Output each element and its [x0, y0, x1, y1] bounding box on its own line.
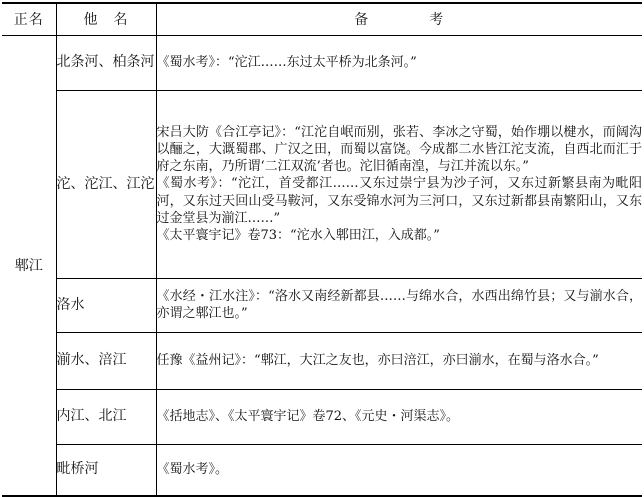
note-paragraph: 《水经・江水注》：“洛水又南经新都县……与绵水合，水西出绵竹县；又与湔水合，亦谓之郫江也。”: [156, 288, 642, 321]
note-paragraph: 《蜀水考》：“沱江，首受都江……又东过崇宁县为沙子河，又东过新繁县南为毗阳河，又东过天回山受马鞍河，又东受锦水河为三河口，又东过新都县南繁阳山，又东过金堂县为湔江……”: [156, 176, 642, 226]
note-paragraph: 《蜀水考》。: [156, 462, 229, 478]
table-row: [2, 389, 642, 444]
table-row: [2, 35, 642, 90]
header-alias: 他 名: [56, 3, 156, 35]
note-paragraph: 任豫《益州记》：“郫江，大江之友也，亦曰涪江，亦曰湔水，在蜀与洛水合。”: [156, 352, 599, 368]
note-paragraph: 宋吕大防《合江亭记》：“江沱自岷而别，张若、李冰之守蜀，始作堋以楗水，而阔沟以酾之，大溉蜀郡、广汉之田，而蜀以富饶。今成都二水皆江沱支流，自西北而汇于府之东南，乃所谓‘二江双流’者也。沱旧循南湟，与江并流以东。”: [156, 124, 642, 175]
main-name-cell: 郫江: [2, 35, 56, 496]
note-paragraph: 《蜀水考》：“沱江……东过太平桥为北条河。”: [156, 54, 417, 70]
header-row: [2, 3, 642, 35]
table-row: [2, 444, 642, 496]
alias-cell: 洛水: [56, 278, 156, 332]
table-row: [2, 332, 642, 389]
alias-cell: 北条河、柏条河: [56, 35, 156, 90]
note-cell: [156, 278, 642, 332]
note-paragraph: 《括地志》、《太平寰宇记》卷72、《元史・河渠志》。: [156, 408, 460, 424]
header-main-name: 正名: [2, 3, 56, 35]
header-note: 备 考: [156, 3, 642, 35]
alias-cell: 沱、沱江、江沱: [56, 90, 156, 278]
note-paragraph: 《太平寰宇记》卷73：“沱水入郫田江，入成都。”: [156, 228, 440, 243]
alias-cell: 毗桥河: [56, 444, 156, 496]
river-names-table: [2, 2, 642, 497]
note-cell: [156, 35, 642, 90]
note-cell: [156, 332, 642, 389]
alias-cell: 湔水、涪江: [56, 332, 156, 389]
alias-cell: 内江、北江: [56, 389, 156, 444]
note-cell: [156, 389, 642, 444]
note-cell: [156, 90, 642, 278]
note-cell: [156, 444, 642, 496]
table-row: [2, 90, 642, 278]
table-row: [2, 278, 642, 332]
